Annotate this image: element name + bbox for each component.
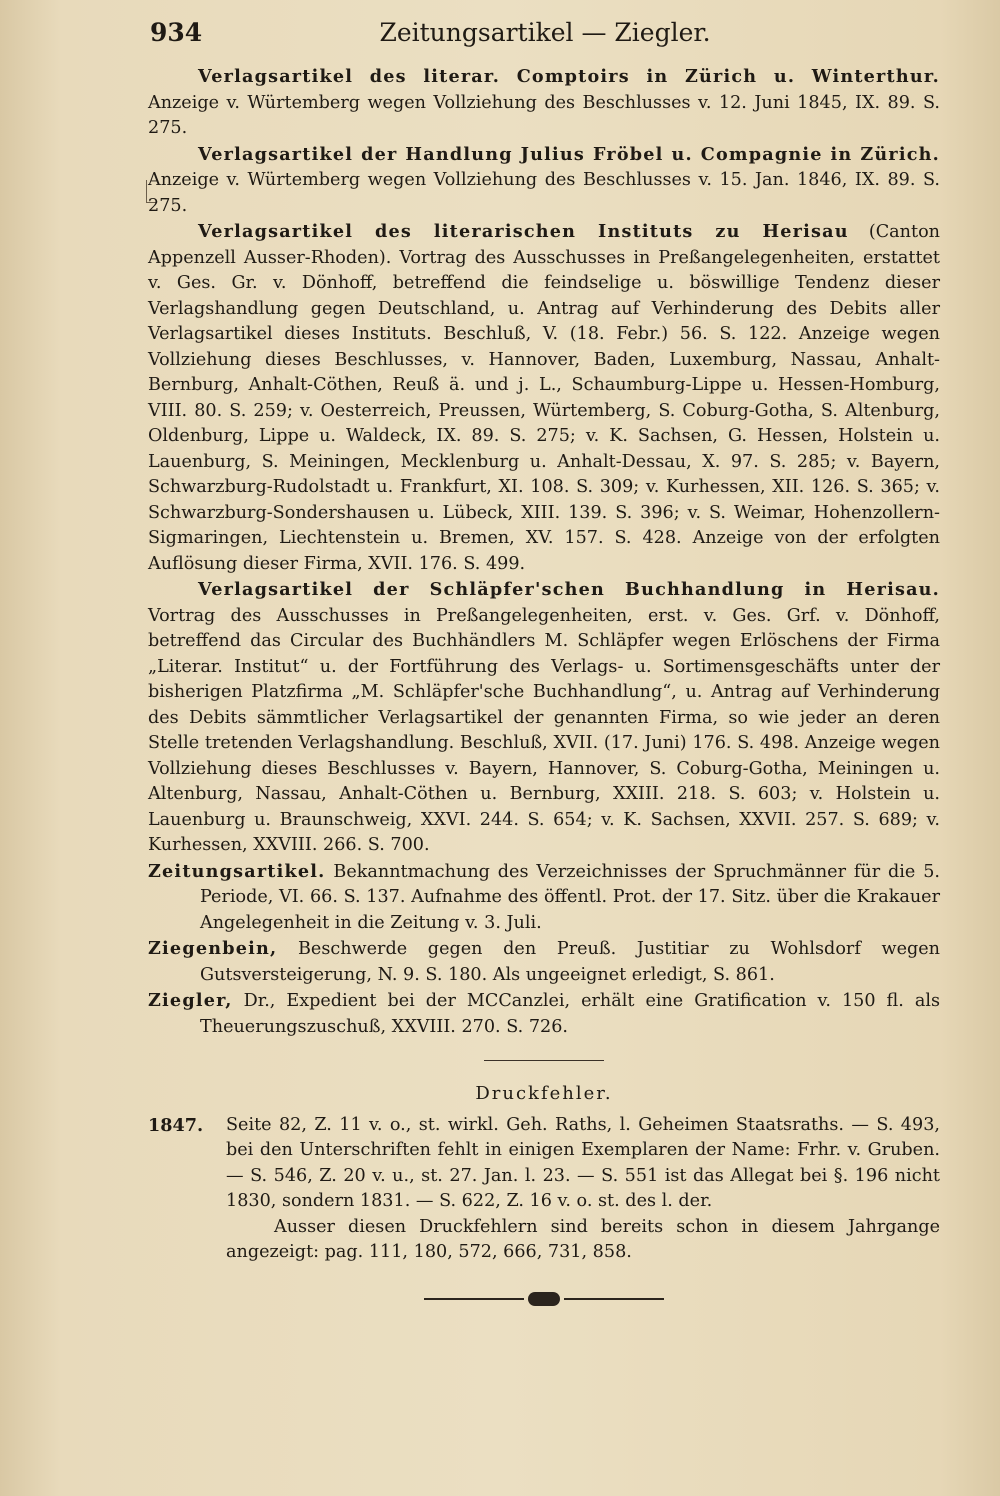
index-body <box>148 64 940 1306</box>
entry-text: Anzeige v. Würtemberg wegen Vollziehung des Beschlusses v. 12. Juni 1845, IX. 89. S. 275. <box>148 92 940 138</box>
running-title: Zeitungsartikel — Ziegler. <box>379 18 711 47</box>
entry-keyword: Verlagsartikel des literarischen Instituts zu Herisau <box>198 221 849 242</box>
errata-year: 1847. <box>148 1114 204 1136</box>
index-entry <box>148 859 940 937</box>
entry-text: (Canton Appenzell Ausser-Rhoden). Vortrag des Ausschusses in Preßangelegenheiten, erstattet v. Ges. Gr. v. Dönhoff, betreffend die feindselige u. böswillige Tendenz dieser Verlagshandlung gegen Deutschland, u. Antrag auf Verhinderung des Debits aller Verlagsartikel dieses Instituts. Beschluß, V. (18. Febr.) 56. S. 122. Anzeige wegen Vollziehung dieses Beschlusses, v. Hannover, Baden, Luxemburg, Nassau, Anhalt-Bernburg, Anhalt-Cöthen, Reuß ä. und j. L., Schaumburg-Lippe u. Hessen-Homburg, VIII. 80. S. 259; v. Oesterreich, Preussen, Würtemberg, S. Coburg-Gotha, S. Altenburg, Oldenburg, Lippe u. Waldeck, IX. 89. S. 275; v. K. Sachsen, G. Hessen, Holstein u. Lauenburg, S. Meiningen, Mecklenburg u. Anhalt-Dessau, X. 97. S. 285; v. Bayern, Schwarzburg-Rudolstadt u. Frankfurt, XI. 108. S. 309; v. Kurhessen, XII. 126. S. 365; v. Schwarzburg-Sondershausen u. Lübeck, XIII. 139. S. 396; v. S. Weimar, Hohenzollern-Sigmaringen, Liechtenstein u. Bremen, XV. 157. S. 428. Anzeige von der erfolgten Auflösung dieser Firma, XVII. 176. S. 499. <box>148 222 940 574</box>
page-number: 934 <box>150 18 203 47</box>
entry-keyword: Verlagsartikel des literar. Comptoirs in Zürich u. Winterthur. <box>198 66 940 87</box>
index-entry <box>148 577 940 859</box>
entry-text: Bekanntmachung des Verzeichnisses der Spruchmänner für die 5. Periode, VI. 66. S. 137. Aufnahme des öffentl. Prot. der 17. Sitz. über die Krakauer Angelegenheit in die Zeitung v. 3. Juli. <box>200 861 940 933</box>
index-entry <box>148 64 940 142</box>
ornament-rule-right <box>564 1298 664 1300</box>
entry-keyword: Zeitungsartikel. <box>148 860 326 882</box>
closing-ornament <box>424 1292 664 1306</box>
entry-keyword: Verlagsartikel der Schläpfer'schen Buchhandlung in Herisau. <box>198 579 940 600</box>
entry-text: Anzeige v. Würtemberg wegen Vollziehung des Beschlusses v. 15. Jan. 1846, IX. 89. S. 275. <box>148 170 940 216</box>
page-header <box>150 18 940 54</box>
entry-keyword: Ziegler, <box>148 990 233 1011</box>
entry-keyword: Verlagsartikel der Handlung Julius Fröbel u. Compagnie in Zürich. <box>198 143 940 165</box>
section-divider <box>484 1060 604 1061</box>
entry-text: Beschwerde gegen den Preuß. Justitiar zu Wohlsdorf wegen Gutsversteigerung, N. 9. S. 180. Als ungeeignet erledigt, S. 861. <box>200 939 940 985</box>
ornament-center <box>528 1292 560 1306</box>
errata-note: Ausser diesen Druckfehlern sind bereits schon in diesem Jahrgange angezeigt: pag. 111, 180, 572, 666, 731, 858. <box>226 1216 940 1262</box>
errata-entry <box>148 1113 940 1215</box>
index-entry <box>148 219 940 577</box>
errata-text: Seite 82, Z. 11 v. o., st. wirkl. Geh. Raths, l. Geheimen Staatsraths. — S. 493, bei den Unterschriften fehlt in einigen Exemplaren der Name: Frhr. v. Gruben. — S. 546, Z. 20 v. u., st. 27. Jan. l. 23. — S. 551 ist das Allegat bei §. 196 nicht 1830, sondern 1831. — S. 622, Z. 16 v. o. st. des l. der. <box>226 1114 940 1211</box>
index-entry <box>148 936 940 988</box>
entry-text: Dr., Expedient bei der MCCanzlei, erhält eine Gratification v. 150 fl. als Theuerungszuschuß, XXVIII. 270. S. 726. <box>200 991 940 1037</box>
index-entry <box>148 142 940 220</box>
errata-heading: Druckfehler. <box>475 1083 613 1104</box>
entry-text: Vortrag des Ausschusses in Preßangelegenheiten, erst. v. Ges. Grf. v. Dönhoff, betreffend das Circular des Buchhändlers M. Schläpfer wegen Erlöschens der Firma „Literar. Institut“ u. der Fortführung des Verlags- u. Sortimensgeschäfts unter der bisherigen Platzfirma „M. Schläpfer'sche Buchhandlung“, u. Antrag auf Verhinderung des Debits sämmtlicher Verlagsartikel der genannten Firma, so wie jeder an deren Stelle tretenden Verlagshandlung. Beschluß, XVII. (17. Juni) 176. S. 498. Anzeige wegen Vollziehung dieses Beschlusses v. Bayern, Hannover, S. Coburg-Gotha, Meiningen u. Altenburg, Nassau, Anhalt-Cöthen u. Bernburg, XXIII. 218. S. 603; v. Holstein u. Lauenburg u. Braunschweig, XXVI. 244. S. 654; v. K. Sachsen, XXVII. 257. S. 689; v. Kurhessen, XXVIII. 266. S. 700. <box>148 605 940 855</box>
ornament-rule-left <box>424 1298 524 1300</box>
index-entry <box>148 988 940 1040</box>
entry-keyword: Ziegenbein, <box>148 938 278 959</box>
